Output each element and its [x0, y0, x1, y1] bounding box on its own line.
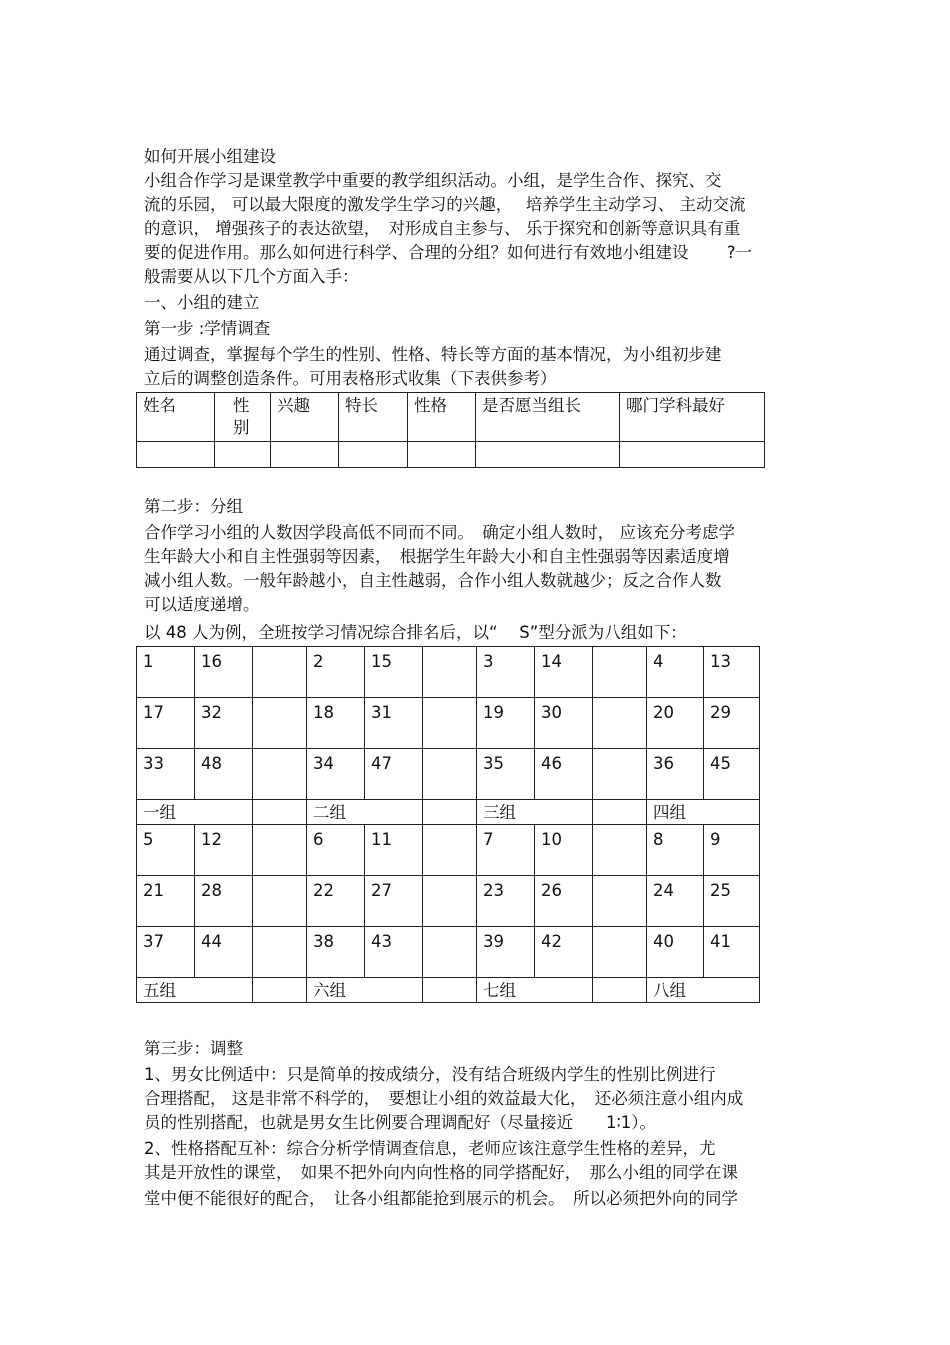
table-cell: [423, 927, 477, 978]
table-cell: [423, 825, 477, 876]
group-label: 一组: [137, 800, 253, 825]
section-heading: 一、小组的建立: [144, 293, 260, 312]
step2-line-5: 以 48 人为例，全班按学习情况综合排名后，以“ S”型分派为八组如下：: [144, 623, 687, 642]
table-cell: [593, 876, 647, 927]
group-label: 七组: [477, 978, 593, 1003]
student-number: 38: [307, 927, 365, 978]
table-cell: [408, 442, 476, 468]
group-number-row: [137, 825, 760, 876]
table-cell: [137, 442, 215, 468]
student-number: 31: [365, 698, 423, 749]
student-number: 20: [647, 698, 704, 749]
student-number: 17: [137, 698, 195, 749]
group-label-row: [137, 800, 760, 825]
intro-line-3: 的意识， 增强孩子的表达欲望， 对形成自主参与、 乐于探究和创新等意识具有重: [144, 219, 741, 238]
student-number: 6: [307, 825, 365, 876]
student-number: 25: [704, 876, 760, 927]
intro-line-5: 般需要从以下几个方面入手：: [144, 267, 359, 286]
group-number-row: [137, 698, 760, 749]
table-cell: [593, 749, 647, 800]
student-number: 35: [477, 749, 535, 800]
step3-line-3: 员的性别搭配，也就是男女生比例要合理调配好（尽量接近 1∶1）。: [144, 1113, 657, 1132]
table-cell: [423, 978, 477, 1003]
student-number: 44: [195, 927, 253, 978]
group-label: 八组: [647, 978, 760, 1003]
step2-line-3: 减小组人数。一般年龄越小，自主性越弱，合作小组人数就越少；反之合作人数: [144, 571, 722, 590]
student-number: 2: [307, 647, 365, 698]
table-cell: [339, 442, 408, 468]
table-cell: [253, 876, 307, 927]
student-number: 12: [195, 825, 253, 876]
student-number: 4: [647, 647, 704, 698]
step1-line-2: 立后的调整创造条件。可用表格形式收集（下表供参考）: [144, 369, 557, 388]
table-cell: [593, 647, 647, 698]
step3-line-6: 堂中便不能很好的配合， 让各小组都能抢到展示的机会。 所以必须把外向的同学: [144, 1189, 738, 1208]
student-number: 48: [195, 749, 253, 800]
step2-line-4: 可以适度递增。: [144, 595, 260, 614]
student-number: 30: [535, 698, 593, 749]
step2-heading: 第二步：分组: [144, 497, 243, 516]
header-name: 姓名: [137, 393, 215, 442]
student-number: 46: [535, 749, 593, 800]
step3-line-5: 其是开放性的课堂， 如果不把外向内向性格的同学搭配好， 那么小组的同学在课: [144, 1163, 738, 1182]
student-number: 1: [137, 647, 195, 698]
student-number: 45: [704, 749, 760, 800]
table-cell: [423, 800, 477, 825]
student-number: 24: [647, 876, 704, 927]
header-specialty: 特长: [339, 393, 408, 442]
step3-line-1: 1、男女比例适中：只是简单的按成绩分，没有结合班级内学生的性别比例进行: [144, 1065, 716, 1084]
student-number: 29: [704, 698, 760, 749]
table-cell: [253, 647, 307, 698]
header-gender: 性 别: [215, 393, 271, 442]
student-number: 21: [137, 876, 195, 927]
group-label: 三组: [477, 800, 593, 825]
header-leader: 是否愿当组长: [476, 393, 620, 442]
student-number: 34: [307, 749, 365, 800]
student-number: 40: [647, 927, 704, 978]
table-cell: [593, 978, 647, 1003]
student-number: 47: [365, 749, 423, 800]
step1-line-1: 通过调查，掌握每个学生的性别、性格、特长等方面的基本情况，为小组初步建: [144, 345, 722, 364]
group-label: 二组: [307, 800, 423, 825]
intro-line-2: 流的乐园， 可以最大限度的激发学生学习的兴趣， 培养学生主动学习、 主动交流: [144, 195, 746, 214]
table-cell: [423, 647, 477, 698]
student-number: 5: [137, 825, 195, 876]
table-cell: [476, 442, 620, 468]
table-cell: [215, 442, 271, 468]
step3-line-2: 合理搭配， 这是非常不科学的， 要想让小组的效益最大化， 还必须注意小组内成: [144, 1089, 744, 1108]
table-cell: [423, 876, 477, 927]
step3-heading: 第三步：调整: [144, 1039, 243, 1058]
group-label: 四组: [647, 800, 760, 825]
step3-line-4: 2、性格搭配互补：综合分析学情调查信息，老师应该注意学生性格的差异，尤: [144, 1139, 716, 1158]
table-cell: [593, 800, 647, 825]
table-cell: [253, 927, 307, 978]
student-number: 11: [365, 825, 423, 876]
student-number: 22: [307, 876, 365, 927]
page-title: 如何开展小组建设: [144, 147, 276, 166]
student-number: 14: [535, 647, 593, 698]
student-number: 19: [477, 698, 535, 749]
group-number-row: [137, 927, 760, 978]
table-cell: [593, 825, 647, 876]
student-number: 3: [477, 647, 535, 698]
student-number: 39: [477, 927, 535, 978]
group-label-row: [137, 978, 760, 1003]
table-cell: [253, 749, 307, 800]
group-number-row: [137, 647, 760, 698]
group-label: 六组: [307, 978, 423, 1003]
student-number: 15: [365, 647, 423, 698]
student-number: 32: [195, 698, 253, 749]
student-number: 23: [477, 876, 535, 927]
table-cell: [253, 978, 307, 1003]
table-cell: [423, 749, 477, 800]
table-cell: [253, 825, 307, 876]
intro-line-4: 要的促进作用。那么如何进行科学、合理的分组？如何进行有效地小组建设 ?一: [144, 243, 753, 262]
header-interest: 兴趣: [271, 393, 339, 442]
group-number-row: [137, 876, 760, 927]
student-number: 8: [647, 825, 704, 876]
student-number: 18: [307, 698, 365, 749]
student-number: 42: [535, 927, 593, 978]
student-number: 28: [195, 876, 253, 927]
table-cell: [620, 442, 765, 468]
student-number: 37: [137, 927, 195, 978]
student-number: 33: [137, 749, 195, 800]
table-cell: [253, 800, 307, 825]
table-cell: [253, 698, 307, 749]
header-personality: 性格: [408, 393, 476, 442]
table-cell: [593, 927, 647, 978]
student-number: 36: [647, 749, 704, 800]
survey-table: [136, 392, 765, 468]
step2-line-2: 生年龄大小和自主性强弱等因素， 根据学生年龄大小和自主性强弱等因素适度增: [144, 547, 730, 566]
group-label: 五组: [137, 978, 253, 1003]
student-number: 10: [535, 825, 593, 876]
student-number: 27: [365, 876, 423, 927]
table-cell: [271, 442, 339, 468]
grouping-table: [136, 646, 760, 1003]
group-number-row: [137, 749, 760, 800]
student-number: 43: [365, 927, 423, 978]
intro-line-1: 小组合作学习是课堂教学中重要的教学组织活动。小组，是学生合作、探究、交: [144, 171, 722, 190]
student-number: 16: [195, 647, 253, 698]
student-number: 7: [477, 825, 535, 876]
student-number: 41: [704, 927, 760, 978]
student-number: 26: [535, 876, 593, 927]
step1-heading: 第一步 :学情调查: [144, 319, 271, 338]
student-number: 9: [704, 825, 760, 876]
student-number: 13: [704, 647, 760, 698]
header-best-subject: 哪门学科最好: [620, 393, 765, 442]
table-cell: [423, 698, 477, 749]
step2-line-1: 合作学习小组的人数因学段高低不同而不同。 确定小组人数时， 应该充分考虑学: [144, 523, 735, 542]
table-cell: [593, 698, 647, 749]
